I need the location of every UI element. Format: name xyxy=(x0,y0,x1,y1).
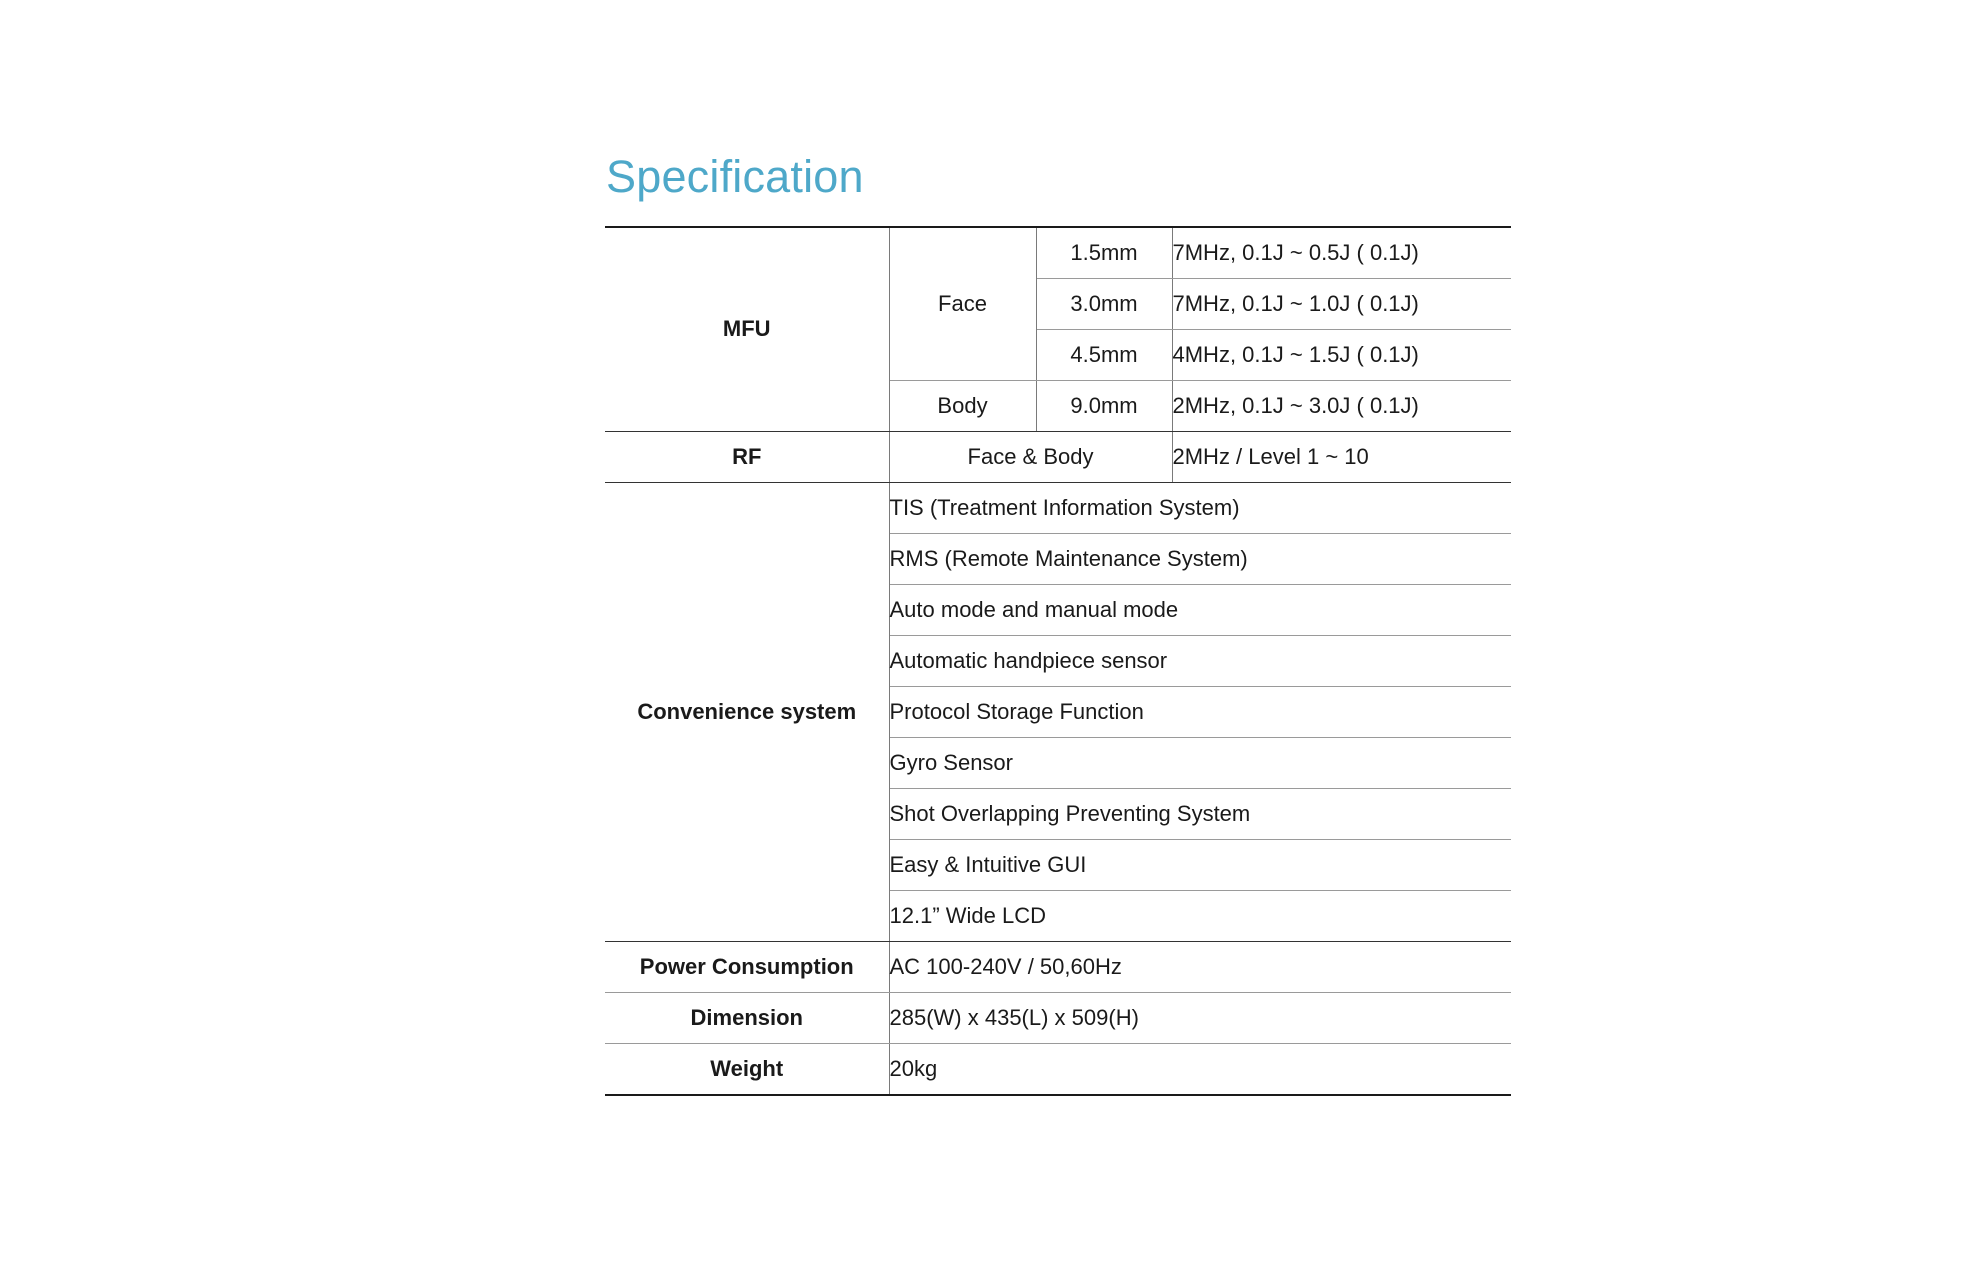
table-row xyxy=(605,1044,1511,1096)
mfu-label: MFU xyxy=(605,227,889,432)
convenience-item: Auto mode and manual mode xyxy=(889,585,1511,636)
weight-label: Weight xyxy=(605,1044,889,1096)
power-value: AC 100-240V / 50,60Hz xyxy=(889,942,1511,993)
convenience-item: Gyro Sensor xyxy=(889,738,1511,789)
mfu-depth: 9.0mm xyxy=(1036,381,1172,432)
mfu-depth: 4.5mm xyxy=(1036,330,1172,381)
mfu-body-label: Body xyxy=(889,381,1036,432)
specification-table xyxy=(605,226,1511,1096)
weight-value: 20kg xyxy=(889,1044,1511,1096)
table-row xyxy=(605,942,1511,993)
rf-sub-label: Face & Body xyxy=(889,432,1172,483)
mfu-value: 4MHz, 0.1J ~ 1.5J ( 0.1J) xyxy=(1172,330,1511,381)
mfu-depth: 3.0mm xyxy=(1036,279,1172,330)
table-row xyxy=(605,432,1511,483)
convenience-item: RMS (Remote Maintenance System) xyxy=(889,534,1511,585)
table-row xyxy=(605,227,1511,279)
convenience-item: Protocol Storage Function xyxy=(889,687,1511,738)
table-row xyxy=(605,483,1511,534)
mfu-value: 7MHz, 0.1J ~ 0.5J ( 0.1J) xyxy=(1172,227,1511,279)
power-label: Power Consumption xyxy=(605,942,889,993)
table-row xyxy=(605,993,1511,1044)
convenience-item: Automatic handpiece sensor xyxy=(889,636,1511,687)
convenience-label: Convenience system xyxy=(605,483,889,942)
mfu-face-label: Face xyxy=(889,227,1036,381)
mfu-value: 2MHz, 0.1J ~ 3.0J ( 0.1J) xyxy=(1172,381,1511,432)
convenience-item: Shot Overlapping Preventing System xyxy=(889,789,1511,840)
rf-label: RF xyxy=(605,432,889,483)
page-title: Specification xyxy=(606,151,864,202)
rf-value: 2MHz / Level 1 ~ 10 xyxy=(1172,432,1511,483)
mfu-depth: 1.5mm xyxy=(1036,227,1172,279)
convenience-item: 12.1” Wide LCD xyxy=(889,891,1511,942)
convenience-item: TIS (Treatment Information System) xyxy=(889,483,1511,534)
dimension-label: Dimension xyxy=(605,993,889,1044)
dimension-value: 285(W) x 435(L) x 509(H) xyxy=(889,993,1511,1044)
mfu-value: 7MHz, 0.1J ~ 1.0J ( 0.1J) xyxy=(1172,279,1511,330)
convenience-item: Easy & Intuitive GUI xyxy=(889,840,1511,891)
